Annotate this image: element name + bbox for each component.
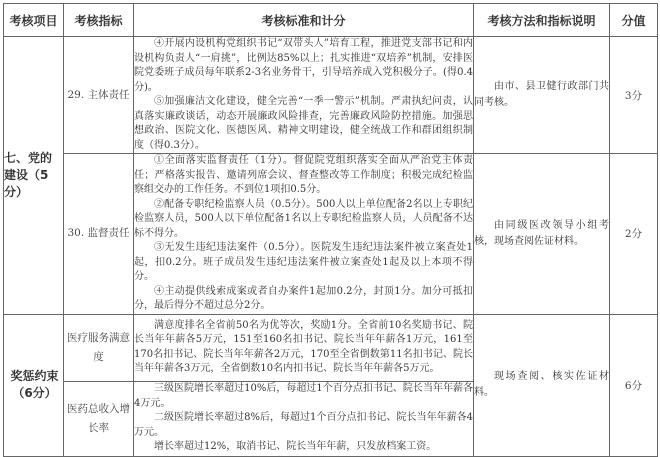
criteria-item: ④主动提供线索成案或者自办案件1起加0.2分，封顶1分。加分可抵扣分，最后得分不超过总分2分。 [134, 285, 473, 311]
header-row [4, 4, 658, 37]
assessment-table [3, 3, 658, 457]
criteria-item: 增长率超过12%，取消书记、院长当年年薪，只发放档案工资。 [154, 441, 437, 453]
criteria-item: ③无发生违纪违法案件（0.5分）。医院发生违纪违法案件被立案查处1起，扣0.2分。班子成员发生违纪违法案件被立案查处1起及以上本项不得分。 [134, 242, 473, 282]
indicator-cell: 医药总收入增长率 [64, 381, 134, 456]
header-criteria: 考核标准和计分 [134, 4, 474, 37]
criteria-cell [134, 37, 474, 154]
header-indicator: 考核指标 [64, 4, 134, 37]
header-category: 考核项目 [4, 4, 64, 37]
score-cell: 3分 [610, 37, 658, 154]
table-row [4, 314, 658, 381]
criteria-cell [134, 154, 474, 315]
table-row [4, 37, 658, 154]
header-method: 考核方法和指标说明 [474, 4, 610, 37]
indicator-cell: 医疗服务满意度 [64, 314, 134, 381]
method-cell: 由同级医改领导小组考核，现场查阅佐证材料。 [474, 154, 610, 315]
criteria-item: 满意度排名全省前50名为优等次，奖励1分。全省前10名奖励书记、院长当年年薪各5万元，151至160名扣书记、院长当年年薪各1万元，161至170名扣书记、院长当年年薪各2万元，170至全省倒数第11名扣书记、院长当年年薪各3万元，全省倒数10名内扣书记、院长当年年薪各5万元。 [134, 319, 473, 374]
criteria-item: 三级医院增长率超过10%后，每超过1个百分点扣书记、院长当年年薪各4万元。 [134, 383, 473, 409]
score-cell: 2分 [610, 154, 658, 315]
indicator-cell: 30. 监督责任 [64, 154, 134, 315]
method-cell: 现场查阅、核实佐证材料。 [474, 314, 610, 456]
criteria-cell [134, 381, 474, 456]
criteria-item: ①全面落实监督责任（1分）。督促院党组织落实全面从严治党主体责任；严格落实报告、邀请列席会议、督查整改等工作制度；积极完成纪检监察组交办的工作任务。不到位1项扣0.5分。 [134, 155, 473, 195]
indicator-cell: 29. 主体责任 [64, 37, 134, 154]
header-score: 分值 [610, 4, 658, 37]
criteria-cell [134, 314, 474, 381]
criteria-item: ⑤加强廉洁文化建设，健全完善“一季一警示”机制。严肃执纪问责，认真落实廉政谈话，动态开展廉政风险排查，完善廉政风险防控措施。加强思想政治、医院文化、医德医风、精神文明建设，健全统战工作和群团组织制度（得0.3分）。 [134, 96, 473, 151]
criteria-item: 二级医院增长率超过8%后，每超过1个百分点扣书记、院长当年年薪各4万元。 [134, 412, 473, 438]
criteria-item: ②配备专职纪检监察人员（0.5分）。500人以上单位配备2名以上专职纪检监察人员，500人以下单位配备1名以上专职纪检监察人员，人员配备不达标不得分。 [134, 198, 473, 239]
category-party-building: 七、党的建设（5分） [4, 37, 64, 315]
category-rewards-penalties: 奖惩约束（6分） [4, 314, 64, 456]
score-cell: 6分 [610, 314, 658, 456]
method-cell: 由市、县卫健行政部门共同考核。 [474, 37, 610, 154]
criteria-item: ④开展内设机构党组织书记“双带头人”培育工程，推进党支部书记和内设机构负责人“一肩挑”，比例达85%以上；扎实推进“双培养”机制，安排医院党委班子成员每年联系2-3名业务骨干，引导培养成入党积极分子。(得0.4分)。 [134, 38, 473, 93]
table-row [4, 154, 658, 315]
